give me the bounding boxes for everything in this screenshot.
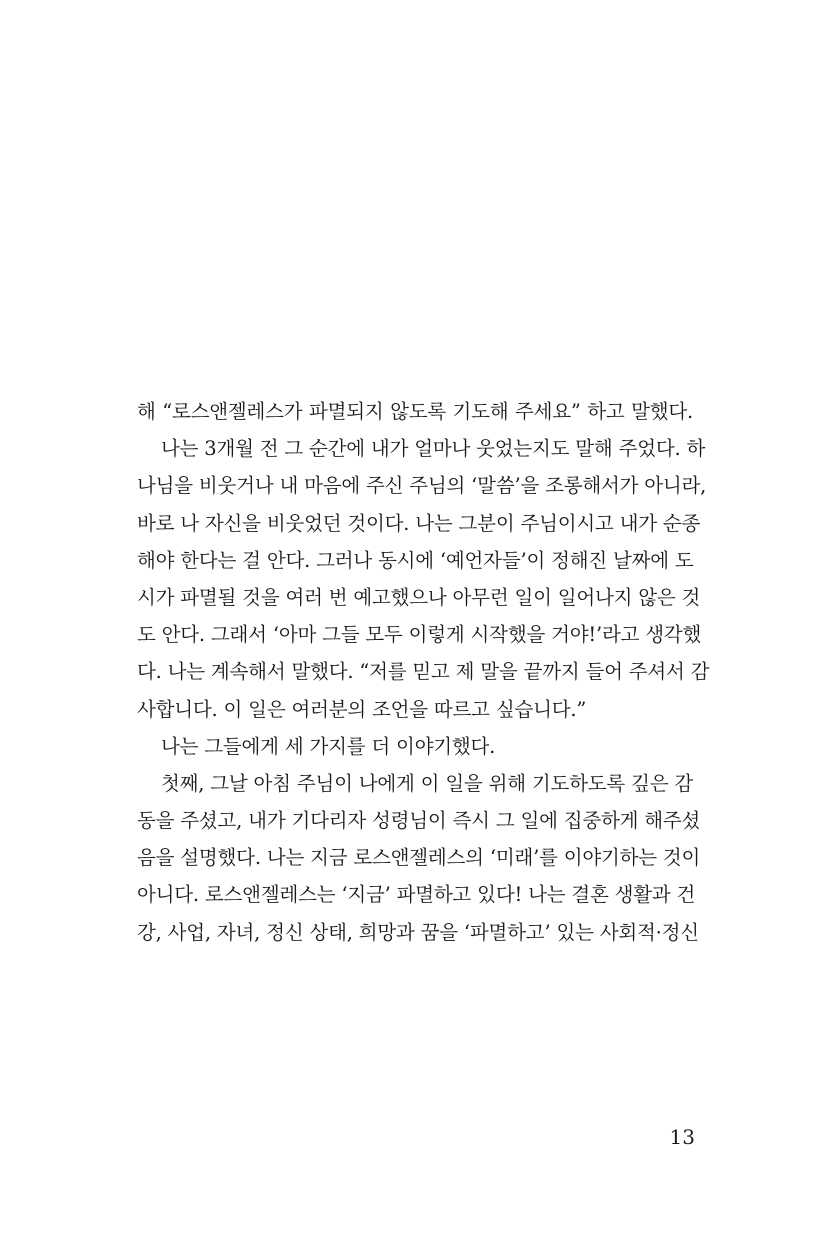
text-line: 나는 그들에게 세 가지를 더 이야기했다. (161, 734, 496, 758)
text-line: 나님을 비웃거나 내 마음에 주신 주님의 ‘말씀’을 조롱해서가 아니라, (137, 474, 707, 498)
text-line: 시가 파멸될 것을 여러 번 예고했으나 아무런 일이 일어나지 않은 것 (137, 585, 701, 609)
text-line: 나는 3개월 전 그 순간에 내가 얼마나 웃었는지도 말해 주었다. 하 (161, 437, 706, 461)
text-line: 해야 한다는 걸 안다. 그러나 동시에 ‘예언자들’이 정해진 날짜에 도 (137, 548, 694, 572)
text-line: 바로 나 자신을 비웃었던 것이다. 나는 그분이 주님이시고 내가 순종 (137, 511, 701, 535)
text-line: 동을 주셨고, 내가 기다리자 성령님이 즉시 그 일에 집중하게 해주셨 (137, 809, 701, 833)
page-number: 13 (669, 1125, 695, 1149)
text-line: 사합니다. 이 일은 여러분의 조언을 따르고 싶습니다.” (137, 697, 587, 721)
text-line: 도 안다. 그래서 ‘아마 그들 모두 이렇게 시작했을 거야!’라고 생각했 (137, 623, 702, 647)
text-line: 강, 사업, 자녀, 정신 상태, 희망과 꿈을 ‘파멸하고’ 있는 사회적·정신 (137, 920, 699, 944)
text-line: 음을 설명했다. 나는 지금 로스앤젤레스의 ‘미래’를 이야기하는 것이 (137, 846, 701, 870)
text-line: 아니다. 로스앤젤레스는 ‘지금’ 파멸하고 있다! 나는 결혼 생활과 건 (137, 883, 696, 907)
text-line: 다. 나는 계속해서 말했다. “저를 믿고 제 말을 끝까지 들어 주셔서 감 (137, 660, 710, 684)
text-line: 해 “로스앤젤레스가 파멸되지 않도록 기도해 주세요” 하고 말했다. (137, 400, 693, 423)
body-text (137, 393, 710, 951)
text-line: 첫째, 그날 아침 주님이 나에게 이 일을 위해 기도하도록 깊은 감 (161, 771, 693, 795)
